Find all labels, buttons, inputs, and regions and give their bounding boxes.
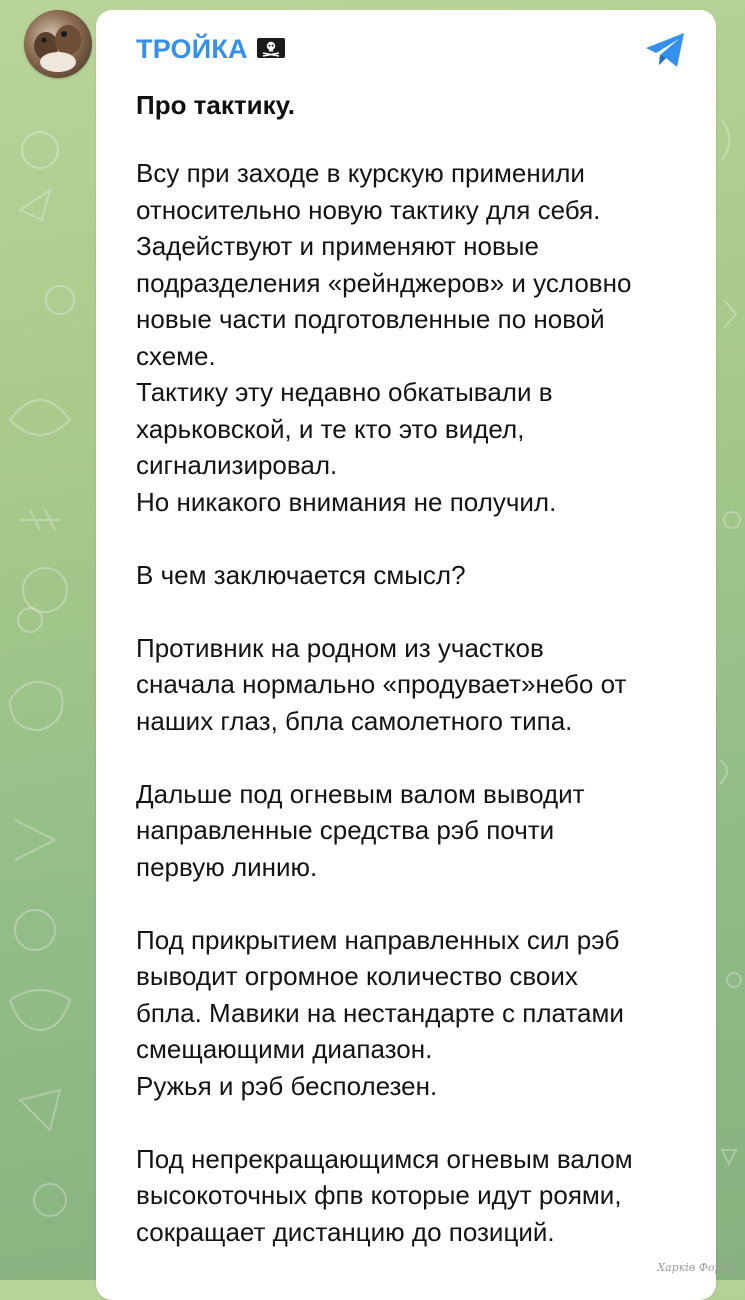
channel-name-link[interactable]: ТРОЙКА xyxy=(136,34,248,64)
channel-avatar[interactable] xyxy=(24,10,92,78)
watermark: Харків Форум xyxy=(657,1261,737,1274)
post-line: Ружья и рэб бесполезен. xyxy=(136,1070,438,1101)
post-line: харьковской, и те кто это видел, xyxy=(136,413,525,444)
post-line: Задействуют и применяют новые xyxy=(136,231,539,261)
post-line: Под прикрытием направленных сил рэб xyxy=(136,924,620,955)
post-line: Противник на родном из участков xyxy=(136,632,544,663)
post-line: Под непрекращающимся огневым валом xyxy=(136,1143,633,1174)
post-line: новые части подготовленные по новой xyxy=(136,304,605,334)
post-line: высокоточных фпв которые идут роями, xyxy=(136,1180,622,1210)
post-line: сокращает дистанцию до позиций. xyxy=(136,1216,555,1247)
post-line: относительно новую тактику для себя. xyxy=(136,194,601,225)
post-line: выводит огромное количество своих xyxy=(136,961,578,991)
post-line: Но никакого внимания не получил. xyxy=(136,486,557,517)
message-bubble xyxy=(96,10,716,1300)
post-paragraph xyxy=(136,155,696,520)
post-line: направленные средства рэб почти xyxy=(136,815,555,845)
post-line: Дальше под огневым валом выводит xyxy=(136,778,585,809)
post-body xyxy=(136,155,696,1287)
post-line: бпла. Мавики на нестандарте с платами xyxy=(136,997,624,1028)
post-line: смещающими диапазон. xyxy=(136,1034,433,1064)
post-line: В чем заключается смысл? xyxy=(136,559,466,590)
telegram-plane-icon[interactable] xyxy=(644,30,688,70)
post-line: схеме. xyxy=(136,340,216,371)
post-paragraph xyxy=(136,922,696,1105)
post-line: Всу при заходе в курскую применили xyxy=(136,158,585,188)
post-paragraph xyxy=(136,776,696,886)
post-line: сигнализировал. xyxy=(136,450,338,480)
pirate-flag-icon xyxy=(257,38,285,58)
post-title: Про тактику. xyxy=(136,90,296,120)
post-paragraph xyxy=(136,557,696,594)
avatar-image-icon xyxy=(24,10,92,78)
post-paragraph xyxy=(136,630,696,740)
post-line: сначала нормально «продувает»небо от xyxy=(136,669,627,699)
post-line: подразделения «рейнджеров» и условно xyxy=(136,267,632,298)
post-paragraph xyxy=(136,1141,696,1251)
post-line: наших глаз, бпла самолетного типа. xyxy=(136,705,573,736)
post-line: первую линию. xyxy=(136,851,318,882)
post-line: Тактику эту недавно обкатывали в xyxy=(136,377,553,407)
